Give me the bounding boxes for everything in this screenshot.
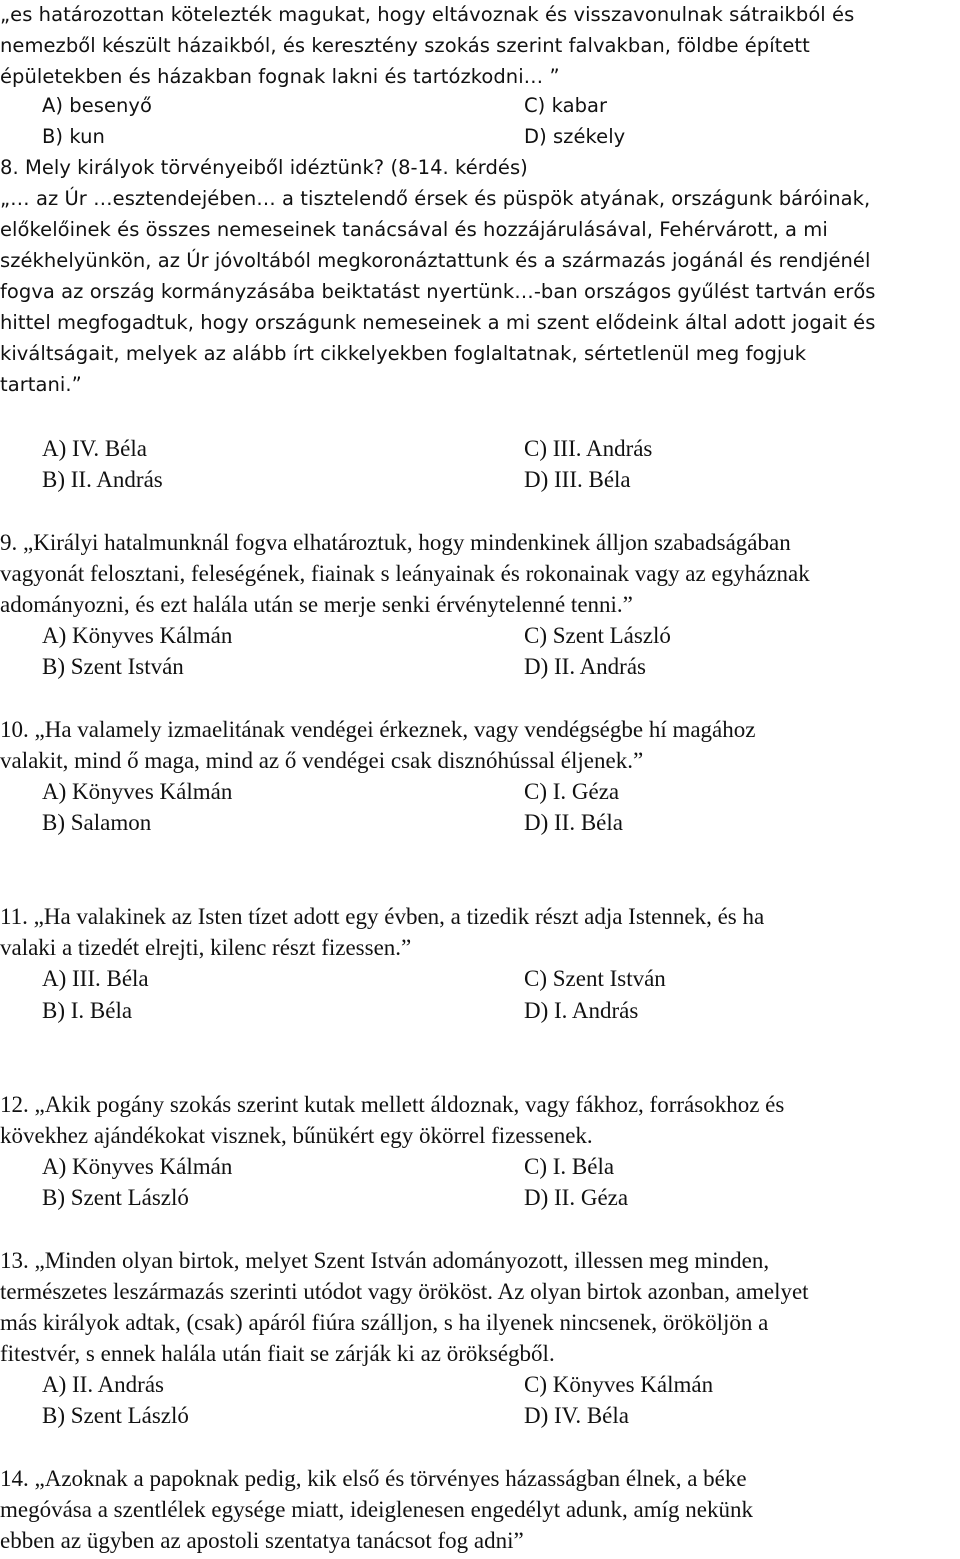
q11-text-line-2: valaki a tizedét elrejti, kilenc részt fizessen.” [0, 935, 412, 960]
q11-option-b: B) I. Béla [42, 998, 133, 1023]
q13-text-line-2: természetes leszármazás szerinti utódot vagy örököst. Az olyan birtok azonban, amelyet [0, 1279, 809, 1304]
q12-option-a: A) Könyves Kálmán [42, 1154, 233, 1179]
q8-text-line-5: hittel megfogadtuk, hogy országunk nemeseinek a mi szent elődeink által adott jogait és [0, 311, 876, 334]
q12-text-line-1: 12. „Akik pogány szokás szerint kutak mellett áldoznak, vagy fákhoz, forrásokhoz és [0, 1092, 785, 1117]
q8-text-line-2: előkelőinek és összes nemeseinek tanácsával és hozzájárulásával, Fehérvárott, a mi [0, 218, 828, 241]
q10-option-c: C) I. Géza [524, 779, 620, 804]
q10-text-line-1: 10. „Ha valamely izmaelitának vendégei érkeznek, vagy vendégségbe hí magához [0, 717, 756, 742]
q9-option-b: B) Szent István [42, 654, 184, 679]
q7-option-a: A) besenyő [42, 94, 153, 117]
q12-option-d: D) II. Géza [524, 1185, 629, 1210]
q8-heading: 8. Mely királyok törvényeiből idéztünk? (8-14. kérdés) [0, 156, 528, 179]
q8-option-a: A) IV. Béla [42, 436, 147, 461]
q8-text-line-1: „… az Úr …esztendejében… a tisztelendő érsek és püspök atyának, országunk báróinak, [0, 187, 871, 210]
q13-text-line-1: 13. „Minden olyan birtok, melyet Szent István adományozott, illessen meg minden, [0, 1248, 770, 1273]
q11-option-a: A) III. Béla [42, 966, 149, 991]
q7-text-line-3: épületekben és házakban fognak lakni és tartózkodni… ” [0, 65, 560, 88]
q13-text-line-3: más királyok adtak, (csak) apáról fiúra szálljon, s ha ilyenek nincsenek, örököljön a [0, 1310, 769, 1335]
q14-text-line-1: 14. „Azoknak a papoknak pedig, kik első és törvényes házasságban élnek, a béke [0, 1466, 747, 1491]
q14-text-line-2: megóvása a szentlélek egysége miatt, ideiglenesen engedélyt adunk, amíg nekünk [0, 1497, 753, 1522]
q9-option-d: D) II. András [524, 654, 646, 679]
q14-text-line-3: ebben az ügyben az apostoli szentatya tanácsot fog adni” [0, 1528, 524, 1553]
q11-option-d: D) I. András [524, 998, 639, 1023]
q9-text-line-2: vagyonát felosztani, feleségének, fiainak s leányainak és rokonainak vagy az egyháznak [0, 561, 810, 586]
q7-text-line-1: „es határozottan kötelezték magukat, hogy eltávoznak és visszavonulnak sátraikból és [0, 3, 855, 26]
q8-option-b: B) II. András [42, 467, 163, 492]
q8-option-c: C) III. András [524, 436, 653, 461]
q8-text-line-3: székhelyünkön, az Úr jóvoltából megkoronáztattunk és a származás jogánál és rendjénél [0, 249, 871, 272]
q10-option-a: A) Könyves Kálmán [42, 779, 233, 804]
q11-option-c: C) Szent István [524, 966, 666, 991]
q8-text-line-7: tartani.” [0, 373, 82, 396]
q9-option-a: A) Könyves Kálmán [42, 623, 233, 648]
q13-option-c: C) Könyves Kálmán [524, 1372, 714, 1397]
q8-text-line-4: fogva az ország kormányzásába beiktatást nyertünk…-ban országos gyűlést tartván erős [0, 280, 876, 303]
q13-text-line-4: fitestvér, s ennek halála után fiait se zárják ki az örökségből. [0, 1341, 555, 1366]
q12-option-b: B) Szent László [42, 1185, 189, 1210]
q12-text-line-2: kövekhez ajándékokat visznek, bűnükért egy ökörrel fizessenek. [0, 1123, 593, 1148]
q7-text-line-2: nemezből készült házaikból, és keresztény szokás szerint falvakban, földbe épített [0, 34, 810, 57]
q7-option-c: C) kabar [524, 94, 608, 117]
q8-option-d: D) III. Béla [524, 467, 631, 492]
q7-option-b: B) kun [42, 125, 105, 148]
q7-option-d: D) székely [524, 125, 626, 148]
q10-option-b: B) Salamon [42, 810, 152, 835]
q9-option-c: C) Szent László [524, 623, 671, 648]
q13-option-d: D) IV. Béla [524, 1403, 629, 1428]
q10-text-line-2: valakit, mind ő maga, mind az ő vendégei csak disznóhússal éljenek.” [0, 748, 644, 773]
q12-option-c: C) I. Béla [524, 1154, 615, 1179]
q11-text-line-1: 11. „Ha valakinek az Isten tízet adott egy évben, a tizedik részt adja Istennek, és ha [0, 904, 765, 929]
q13-option-b: B) Szent László [42, 1403, 189, 1428]
q9-text-line-3: adományozni, és ezt halála után se merje senki érvénytelenné tenni.” [0, 592, 633, 617]
q10-option-d: D) II. Béla [524, 810, 623, 835]
q8-text-line-6: kiváltságait, melyek az alább írt cikkelyekben foglaltatnak, sértetlenül meg fogjuk [0, 342, 807, 365]
q9-text-line-1: 9. „Királyi hatalmunknál fogva elhatároztuk, hogy mindenkinek álljon szabadságában [0, 530, 791, 555]
q13-option-a: A) II. András [42, 1372, 164, 1397]
